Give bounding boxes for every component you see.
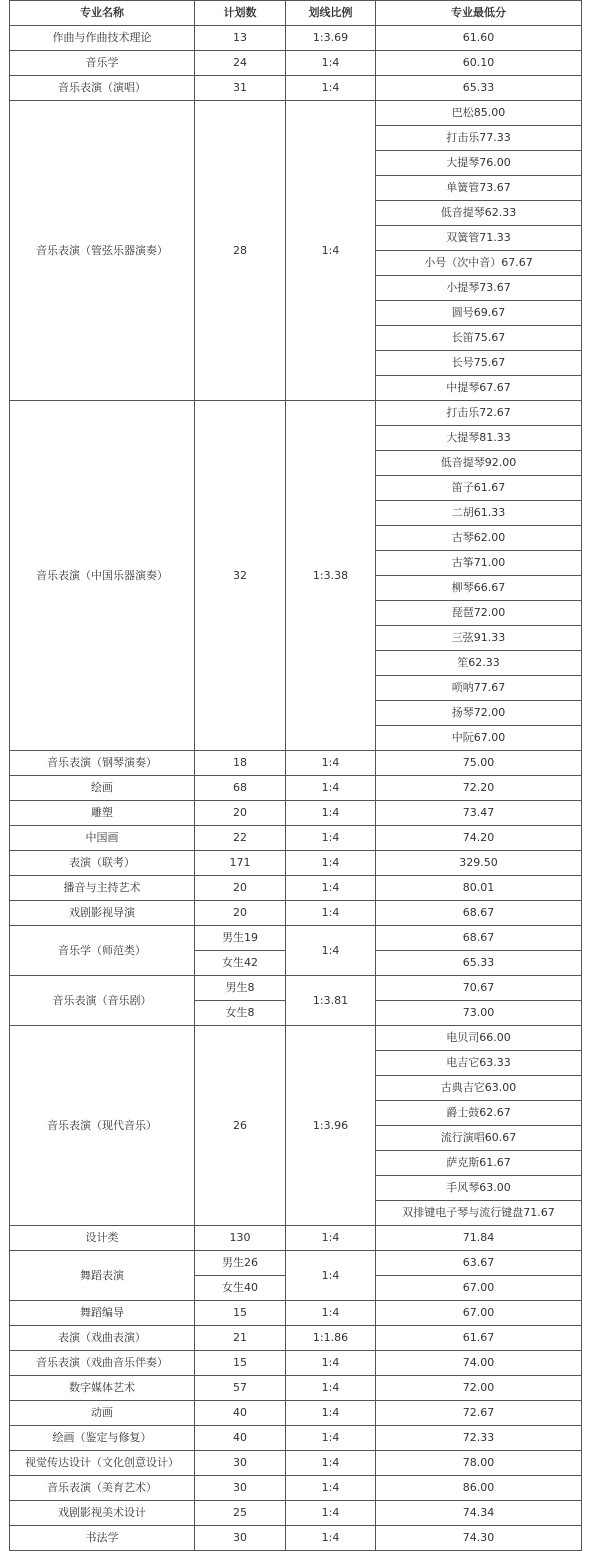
- major-name-cell: 雕塑: [10, 801, 195, 826]
- min-score-cell: 74.20: [376, 826, 582, 851]
- major-name-cell: 音乐表演（戏曲音乐伴奏）: [10, 1351, 195, 1376]
- major-name-cell: 舞蹈表演: [10, 1251, 195, 1301]
- major-name-cell: 音乐表演（音乐剧）: [10, 976, 195, 1026]
- plan-count-cell: 男生19: [195, 926, 286, 951]
- min-score-cell: 74.00: [376, 1351, 582, 1376]
- table-row: [10, 926, 582, 951]
- plan-count-cell: 30: [195, 1451, 286, 1476]
- cutoff-ratio-cell: 1:4: [286, 901, 376, 926]
- cutoff-ratio-cell: 1:4: [286, 751, 376, 776]
- cutoff-ratio-cell: 1:4: [286, 76, 376, 101]
- table-row: [10, 801, 582, 826]
- table-row: [10, 76, 582, 101]
- major-name-cell: 音乐表演（管弦乐器演奏）: [10, 101, 195, 401]
- major-name-cell: 设计类: [10, 1226, 195, 1251]
- table-row: [10, 1226, 582, 1251]
- min-score-cell: 扬琴72.00: [376, 701, 582, 726]
- cutoff-ratio-cell: 1:4: [286, 1426, 376, 1451]
- major-name-cell: 音乐表演（演唱）: [10, 76, 195, 101]
- min-score-cell: 笙62.33: [376, 651, 582, 676]
- major-name-cell: 音乐表演（中国乐器演奏）: [10, 401, 195, 751]
- plan-count-cell: 26: [195, 1026, 286, 1226]
- plan-count-cell: 57: [195, 1376, 286, 1401]
- min-score-cell: 75.00: [376, 751, 582, 776]
- major-name-cell: 动画: [10, 1401, 195, 1426]
- min-score-cell: 63.67: [376, 1251, 582, 1276]
- table-row: [10, 51, 582, 76]
- plan-count-cell: 32: [195, 401, 286, 751]
- plan-count-cell: 30: [195, 1526, 286, 1551]
- plan-count-cell: 171: [195, 851, 286, 876]
- cutoff-ratio-cell: 1:4: [286, 1351, 376, 1376]
- min-score-cell: 67.00: [376, 1301, 582, 1326]
- header-cutoff-ratio: 划线比例: [286, 1, 376, 26]
- table-row: [10, 826, 582, 851]
- min-score-cell: 笛子61.67: [376, 476, 582, 501]
- plan-count-cell: 15: [195, 1351, 286, 1376]
- min-score-cell: 三弦91.33: [376, 626, 582, 651]
- min-score-cell: 72.33: [376, 1426, 582, 1451]
- min-score-cell: 低音提琴62.33: [376, 201, 582, 226]
- min-score-cell: 大提琴81.33: [376, 426, 582, 451]
- table-row: [10, 401, 582, 426]
- header-min-score: 专业最低分: [376, 1, 582, 26]
- min-score-cell: 手风琴63.00: [376, 1176, 582, 1201]
- cutoff-ratio-cell: 1:4: [286, 1376, 376, 1401]
- table-row: [10, 976, 582, 1001]
- min-score-cell: 巴松85.00: [376, 101, 582, 126]
- major-name-cell: 绘画（鉴定与修复）: [10, 1426, 195, 1451]
- min-score-cell: 70.67: [376, 976, 582, 1001]
- cutoff-ratio-cell: 1:1.86: [286, 1326, 376, 1351]
- min-score-cell: 双簧管71.33: [376, 226, 582, 251]
- major-name-cell: 戏剧影视导演: [10, 901, 195, 926]
- cutoff-ratio-cell: 1:4: [286, 876, 376, 901]
- plan-count-cell: 男生8: [195, 976, 286, 1001]
- plan-count-cell: 15: [195, 1301, 286, 1326]
- cutoff-ratio-cell: 1:3.38: [286, 401, 376, 751]
- min-score-cell: 古琴62.00: [376, 526, 582, 551]
- table-row: [10, 1351, 582, 1376]
- min-score-cell: 中阮67.00: [376, 726, 582, 751]
- table-row: [10, 751, 582, 776]
- header-plan-count: 计划数: [195, 1, 286, 26]
- plan-count-cell: 22: [195, 826, 286, 851]
- table-row: [10, 776, 582, 801]
- min-score-cell: 小提琴73.67: [376, 276, 582, 301]
- table-row: [10, 1451, 582, 1476]
- table-row: [10, 1401, 582, 1426]
- major-name-cell: 作曲与作曲技术理论: [10, 26, 195, 51]
- min-score-cell: 古典吉它63.00: [376, 1076, 582, 1101]
- cutoff-ratio-cell: 1:4: [286, 1251, 376, 1301]
- plan-count-cell: 男生26: [195, 1251, 286, 1276]
- major-name-cell: 音乐表演（现代音乐）: [10, 1026, 195, 1226]
- min-score-cell: 73.47: [376, 801, 582, 826]
- min-score-cell: 大提琴76.00: [376, 151, 582, 176]
- plan-count-cell: 25: [195, 1501, 286, 1526]
- min-score-cell: 圆号69.67: [376, 301, 582, 326]
- table-row: [10, 876, 582, 901]
- cutoff-ratio-cell: 1:4: [286, 926, 376, 976]
- min-score-cell: 67.00: [376, 1276, 582, 1301]
- min-score-cell: 小号（次中音）67.67: [376, 251, 582, 276]
- plan-count-cell: 女生8: [195, 1001, 286, 1026]
- major-name-cell: 音乐表演（美育艺术）: [10, 1476, 195, 1501]
- min-score-cell: 73.00: [376, 1001, 582, 1026]
- cutoff-ratio-cell: 1:4: [286, 51, 376, 76]
- min-score-cell: 唢呐77.67: [376, 676, 582, 701]
- cutoff-ratio-cell: 1:3.96: [286, 1026, 376, 1226]
- major-name-cell: 视觉传达设计（文化创意设计）: [10, 1451, 195, 1476]
- major-name-cell: 音乐学（师范类）: [10, 926, 195, 976]
- table-row: [10, 1326, 582, 1351]
- min-score-cell: 78.00: [376, 1451, 582, 1476]
- min-score-cell: 二胡61.33: [376, 501, 582, 526]
- cutoff-ratio-cell: 1:4: [286, 1301, 376, 1326]
- cutoff-ratio-cell: 1:4: [286, 776, 376, 801]
- min-score-cell: 低音提琴92.00: [376, 451, 582, 476]
- min-score-cell: 86.00: [376, 1476, 582, 1501]
- cutoff-ratio-cell: 1:3.69: [286, 26, 376, 51]
- plan-count-cell: 30: [195, 1476, 286, 1501]
- min-score-cell: 流行演唱60.67: [376, 1126, 582, 1151]
- min-score-cell: 双排键电子琴与流行键盘71.67: [376, 1201, 582, 1226]
- min-score-cell: 打击乐77.33: [376, 126, 582, 151]
- table-row: [10, 1476, 582, 1501]
- min-score-cell: 打击乐72.67: [376, 401, 582, 426]
- min-score-cell: 61.67: [376, 1326, 582, 1351]
- major-name-cell: 表演（戏曲表演）: [10, 1326, 195, 1351]
- plan-count-cell: 20: [195, 901, 286, 926]
- plan-count-cell: 女生42: [195, 951, 286, 976]
- min-score-cell: 琵琶72.00: [376, 601, 582, 626]
- min-score-cell: 68.67: [376, 901, 582, 926]
- min-score-cell: 72.67: [376, 1401, 582, 1426]
- header-row: [10, 1, 582, 26]
- plan-count-cell: 68: [195, 776, 286, 801]
- plan-count-cell: 31: [195, 76, 286, 101]
- min-score-cell: 72.00: [376, 1376, 582, 1401]
- min-score-cell: 61.60: [376, 26, 582, 51]
- major-name-cell: 中国画: [10, 826, 195, 851]
- plan-count-cell: 24: [195, 51, 286, 76]
- plan-count-cell: 18: [195, 751, 286, 776]
- plan-count-cell: 20: [195, 876, 286, 901]
- plan-count-cell: 21: [195, 1326, 286, 1351]
- table-row: [10, 1376, 582, 1401]
- min-score-cell: 68.67: [376, 926, 582, 951]
- cutoff-ratio-cell: 1:4: [286, 1226, 376, 1251]
- plan-count-cell: 40: [195, 1426, 286, 1451]
- major-name-cell: 表演（联考）: [10, 851, 195, 876]
- cutoff-ratio-cell: 1:4: [286, 801, 376, 826]
- min-score-cell: 74.30: [376, 1526, 582, 1551]
- table-row: [10, 1501, 582, 1526]
- min-score-cell: 电吉它63.33: [376, 1051, 582, 1076]
- table-row: [10, 101, 582, 126]
- plan-count-cell: 20: [195, 801, 286, 826]
- major-name-cell: 舞蹈编导: [10, 1301, 195, 1326]
- min-score-cell: 71.84: [376, 1226, 582, 1251]
- min-score-cell: 中提琴67.67: [376, 376, 582, 401]
- plan-count-cell: 130: [195, 1226, 286, 1251]
- major-name-cell: 数字媒体艺术: [10, 1376, 195, 1401]
- major-name-cell: 播音与主持艺术: [10, 876, 195, 901]
- plan-count-cell: 女生40: [195, 1276, 286, 1301]
- cutoff-ratio-cell: 1:4: [286, 1476, 376, 1501]
- min-score-cell: 60.10: [376, 51, 582, 76]
- major-name-cell: 音乐表演（钢琴演奏）: [10, 751, 195, 776]
- min-score-cell: 电贝司66.00: [376, 1026, 582, 1051]
- cutoff-ratio-cell: 1:4: [286, 1451, 376, 1476]
- plan-count-cell: 13: [195, 26, 286, 51]
- table-row: [10, 901, 582, 926]
- score-table: [9, 0, 582, 1551]
- header-major-name: 专业名称: [10, 1, 195, 26]
- min-score-cell: 单簧管73.67: [376, 176, 582, 201]
- min-score-cell: 74.34: [376, 1501, 582, 1526]
- cutoff-ratio-cell: 1:4: [286, 826, 376, 851]
- cutoff-ratio-cell: 1:4: [286, 1526, 376, 1551]
- plan-count-cell: 40: [195, 1401, 286, 1426]
- min-score-cell: 柳琴66.67: [376, 576, 582, 601]
- min-score-cell: 长笛75.67: [376, 326, 582, 351]
- cutoff-ratio-cell: 1:4: [286, 1401, 376, 1426]
- table-row: [10, 1026, 582, 1051]
- min-score-cell: 萨克斯61.67: [376, 1151, 582, 1176]
- min-score-cell: 65.33: [376, 76, 582, 101]
- major-name-cell: 绘画: [10, 776, 195, 801]
- table-row: [10, 1301, 582, 1326]
- cutoff-ratio-cell: 1:4: [286, 1501, 376, 1526]
- cutoff-ratio-cell: 1:4: [286, 851, 376, 876]
- table-row: [10, 26, 582, 51]
- major-name-cell: 戏剧影视美术设计: [10, 1501, 195, 1526]
- major-name-cell: 书法学: [10, 1526, 195, 1551]
- table-row: [10, 851, 582, 876]
- min-score-cell: 329.50: [376, 851, 582, 876]
- table-row: [10, 1526, 582, 1551]
- cutoff-ratio-cell: 1:4: [286, 101, 376, 401]
- min-score-cell: 长号75.67: [376, 351, 582, 376]
- min-score-cell: 古筝71.00: [376, 551, 582, 576]
- table-row: [10, 1426, 582, 1451]
- min-score-cell: 65.33: [376, 951, 582, 976]
- cutoff-ratio-cell: 1:3.81: [286, 976, 376, 1026]
- plan-count-cell: 28: [195, 101, 286, 401]
- table-row: [10, 1251, 582, 1276]
- min-score-cell: 80.01: [376, 876, 582, 901]
- major-name-cell: 音乐学: [10, 51, 195, 76]
- min-score-cell: 爵士鼓62.67: [376, 1101, 582, 1126]
- min-score-cell: 72.20: [376, 776, 582, 801]
